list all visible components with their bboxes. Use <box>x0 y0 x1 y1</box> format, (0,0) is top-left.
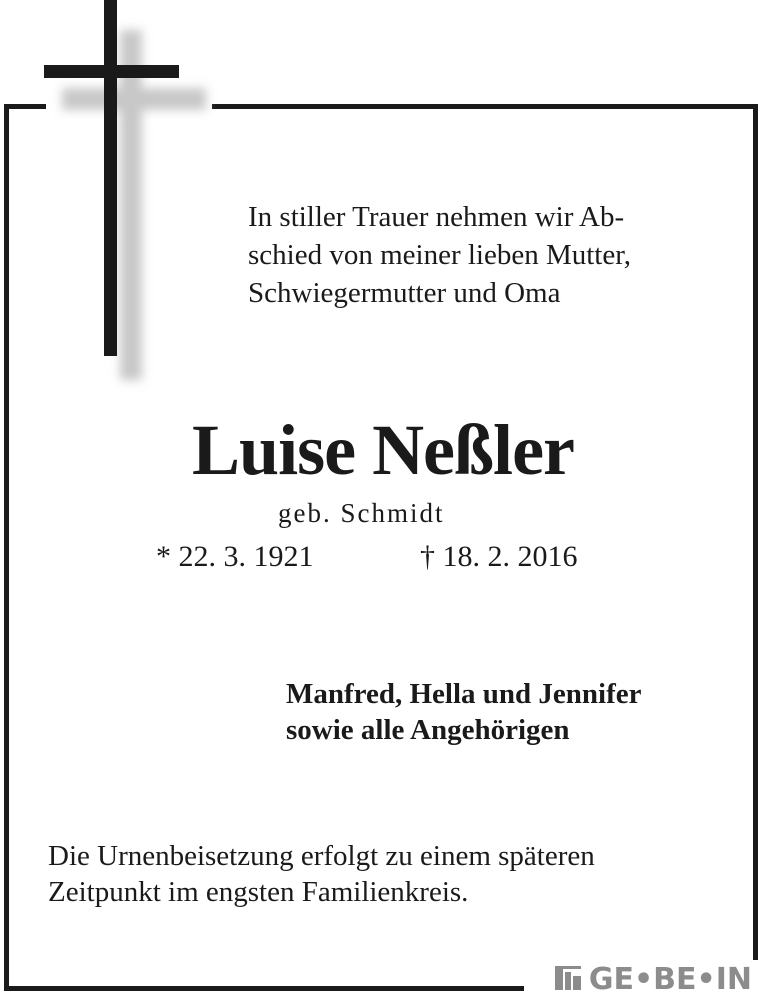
logo-text: GE•BE•IN <box>588 961 752 997</box>
border-top-right <box>212 104 758 109</box>
border-right <box>753 104 758 960</box>
burial-note <box>48 838 728 910</box>
deceased-name: Luise Neßler <box>192 410 574 490</box>
burial-line: Zeitpunkt im engsten Familienkreis. <box>48 876 469 908</box>
mourners <box>286 676 642 748</box>
death-date: † 18. 2. 2016 <box>420 540 578 573</box>
cross-icon <box>0 0 230 400</box>
cross-shape <box>44 0 179 356</box>
mourners-line: Manfred, Hella und Jennifer <box>286 678 642 710</box>
birth-date: * 22. 3. 1921 <box>156 540 314 573</box>
intro-text <box>248 198 728 312</box>
burial-line: Die Urnenbeisetzung erfolgt zu einem späteren <box>48 840 595 872</box>
publisher-logo <box>547 960 752 998</box>
intro-line: In stiller Trauer nehmen wir Ab- <box>248 201 625 233</box>
gebein-logo-icon <box>553 964 583 994</box>
mourners-line: sowie alle Angehörigen <box>286 714 570 746</box>
border-bottom <box>4 986 524 991</box>
cross-shadow <box>62 30 206 380</box>
intro-line: schied von meiner lieben Mutter, <box>248 239 631 271</box>
intro-line: Schwiegermutter und Oma <box>248 277 561 309</box>
maiden-name: geb. Schmidt <box>278 498 445 528</box>
